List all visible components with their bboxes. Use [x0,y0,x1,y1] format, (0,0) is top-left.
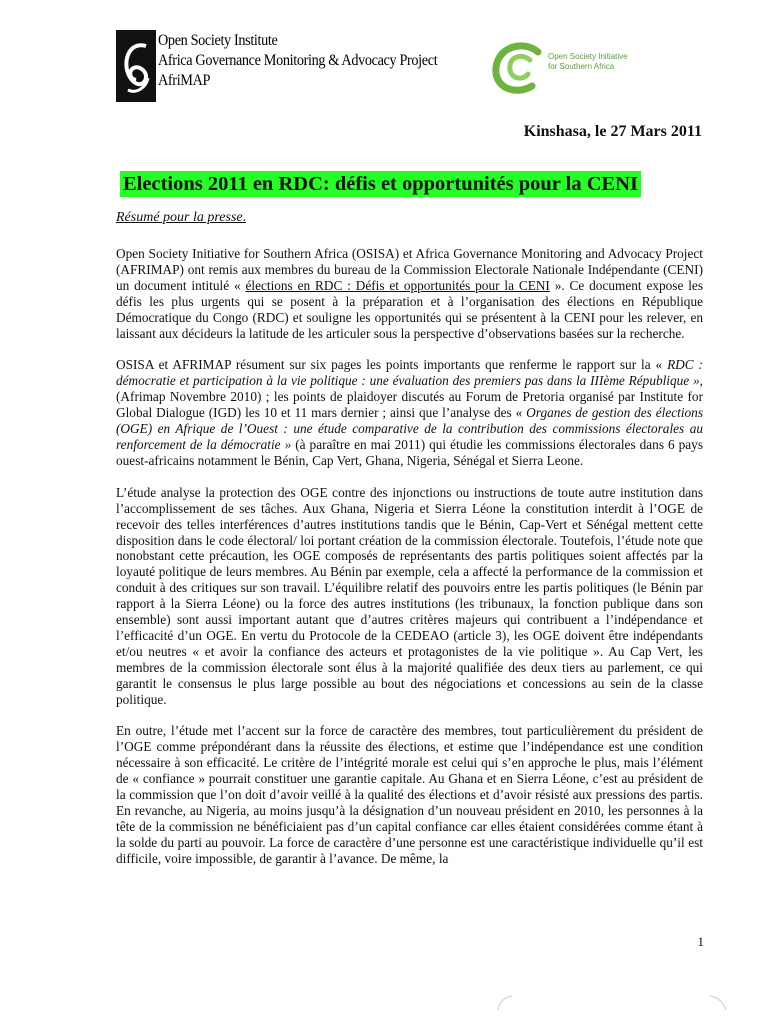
subtitle-text: Résumé pour la presse [116,210,243,225]
osisa-logo-text [548,52,628,72]
logo-line-3: AfriMAP [158,72,211,89]
p2-italic-1: RDC : démocratie et participation à la vie politique : une évaluation des premiers pas dans la IIIème République » [116,357,703,389]
p2-part-c: (à paraître en mai 2011) qui étudie les commissions électorales dans 6 pays ouest-africains notamment le Bénin, Cap Vert, Ghana, Nigeria, Sénégal et Sierra Leone. [116,436,703,468]
osi-logo-mark-icon [116,30,156,102]
logo-line-2: Africa Governance Monitoring & Advocacy Project [158,52,438,69]
subtitle-period: . [242,210,247,225]
osisa-line-2: for Southern Africa [548,62,615,71]
osisa-line-1: Open Society Initiative [548,52,628,61]
p2-part-a: OSISA et AFRIMAP résument sur six pages les points importants que renferme le rapport sur la « [116,357,668,373]
p2-part-b: , (Afrimap Novembre 2010) ; les points de plaidoyer discutés au Forum de Pretoria organisé par Institute for Global Dialogue (IGD) les 10 et 11 mars dernier ; ainsi que l’analyse des « [116,373,703,421]
paragraph-4: En outre, l’étude met l’accent sur la force de caractère des membres, tout particulièrement du président de l’OGE comme prépondérant dans la réussite des élections, et estime que l’indépendance est une condition nécessaire à son efficacité. Le critère de l’intégrité morale est celui qui s’en approche le plus, mais l’élément de « confiance » pourrait constituer une garantie capitale. Au Ghana et en Sierra Léone, c’est au président de la commission que l’on doit d’avoir veillé à la qualité des élections et d’avoir résisté aux pressions des partis. En revanche, au Nigeria, au moins jusqu’à la désignation d’un nouveau président en 2010, les personnes à la tête de la commission ne bénéficiaient pas d’un capital confiance car elles étaient considérées comme étant à la solde du parti au pouvoir. La force de caractère d’une personne est une caractéristique individuelle qu’il est difficile, voire impossible, de garantir à l’avance. De même, la [116,723,703,866]
paragraph-1 [116,246,703,341]
page-number: 1 [697,934,704,949]
logo-line-1: Open Society Institute [158,32,278,49]
paragraph-2 [116,357,703,468]
body-text [116,246,703,883]
document-subtitle [116,210,246,226]
corner-mark-icon [708,992,728,1012]
report-title-link[interactable]: élections en RDC : Défis et opportunités pour la CENI [245,277,550,293]
osisa-swirl-icon [490,38,546,98]
place-date: Kinshasa, le 27 Mars 2011 [523,123,702,140]
p1-part-a: Open Society Initiative for Southern Africa (OSISA) et Africa Governance Monitoring and Advocacy Project (AFRIMAP) ont remis aux membres du bureau de la Commission Electorale Nationale Indépendante (CENI) un document intitulé « [116,246,703,293]
osisa-logo [490,38,650,98]
paragraph-3: L’étude analyse la protection des OGE contre des injonctions ou instructions de toute autre institution dans l’accomplissement de ses tâches. Aux Ghana, Nigeria et Sierra Léone la constitution interdit à l’OGE de recevoir des telles interférences d’autres institutions tandis que le Bénin, Cap-Vert et Sénégal mettent cette disposition dans le code électoral/ loi portant création de la commission électorale. Toutefois, l’étude note que nonobstant cette précaution, les OGE composés de représentants des partis politiques soient affectés par la loyauté politique de leurs membres. Au Bénin par exemple, cela a affecté la performance de la commission et conduit à des critiques sur son travail. L’équilibre relatif des pouvoirs entre les partis politiques (le Bénin par rapport à la Sierra Léone) ou la force des autres institutions (les tribunaux, la fonction publique dans son ensemble) sont aussi important autant que d’autres critères majeurs qui contribuent a l’indépendance et l’efficacité d’un OGE. En vertu du Protocole de la CEDEAO (article 3), les OGE doivent être indépendants et/ou neutres « et avoir la confiance des acteurs et protagonistes de la vie politique ». Au Cap Vert, les membres de la commission électorale sont élus à la majorité qualifiée des deux tiers au parlement, ce qui garantit le consensus le plus large possible au bout des négociations et concessions au sein de la classe politique. [116,484,703,707]
p2-italic-2: Organes de gestion des élections (OGE) en Afrique de l’Ouest : une étude comparative de la contribution des commissions électorales au renforcement de la démocratie » [116,405,703,452]
document-title: Elections 2011 en RDC: défis et opportunités pour la CENI [120,171,641,197]
p1-part-b: ». Ce document expose les défis les plus urgents qui se posent à la préparation et à l’organisation des élections en République Démocratique du Congo (RDC) et souligne les opportunités qui se présentent à la CENI pour les relever, en laissant aux décideurs la latitude de les articuler sous la perspective d’observations basées sur la recherche. [116,277,703,341]
afrimap-logo [116,30,438,102]
afrimap-logo-text [158,31,437,91]
corner-mark-icon [496,992,516,1012]
